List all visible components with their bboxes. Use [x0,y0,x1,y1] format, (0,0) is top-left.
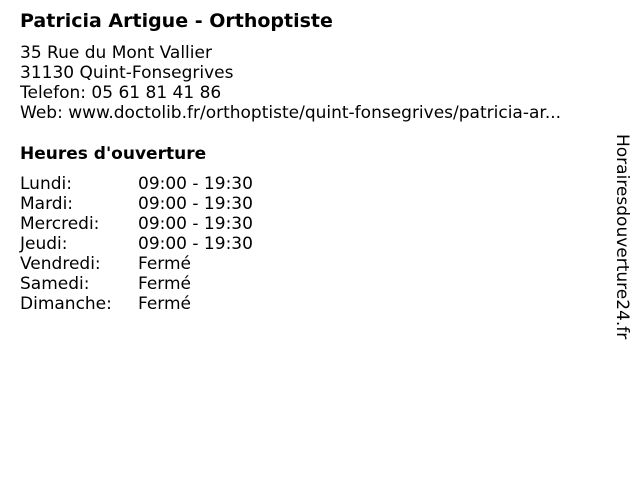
contact-info [20,43,561,123]
hours-row-thursday [20,234,253,254]
opening-hours-list [20,174,253,314]
time-value: 09:00 - 19:30 [138,194,253,214]
hours-row-saturday [20,274,253,294]
hours-row-tuesday [20,194,253,214]
time-value: 09:00 - 19:30 [138,214,253,234]
city-address: 31130 Quint-Fonsegrives [20,63,234,83]
time-value: Fermé [138,274,192,294]
hours-heading: Heures d'ouverture [20,144,207,164]
day-label: Vendredi: [20,254,101,274]
day-label: Samedi: [20,274,90,294]
day-label: Jeudi: [20,234,68,254]
hours-row-friday [20,254,253,274]
street-address: 35 Rue du Mont Vallier [20,43,212,63]
time-value: Fermé [138,254,192,274]
day-label: Dimanche: [20,294,112,314]
time-value: 09:00 - 19:30 [138,174,253,194]
hours-row-monday [20,174,253,194]
hours-row-sunday [20,294,253,314]
page-title: Patricia Artigue - Orthoptiste [20,10,333,32]
day-label: Mardi: [20,194,74,214]
time-value: Fermé [138,294,192,314]
time-value: 09:00 - 19:30 [138,234,253,254]
phone-number: Telefon: 05 61 81 41 86 [20,83,222,103]
site-watermark: Horairesdouverture24.fr [612,134,632,340]
day-label: Mercredi: [20,214,100,234]
website-url: Web: www.doctolib.fr/orthoptiste/quint-fonsegrives/patricia-ar... [20,103,562,123]
hours-row-wednesday [20,214,253,234]
day-label: Lundi: [20,174,72,194]
